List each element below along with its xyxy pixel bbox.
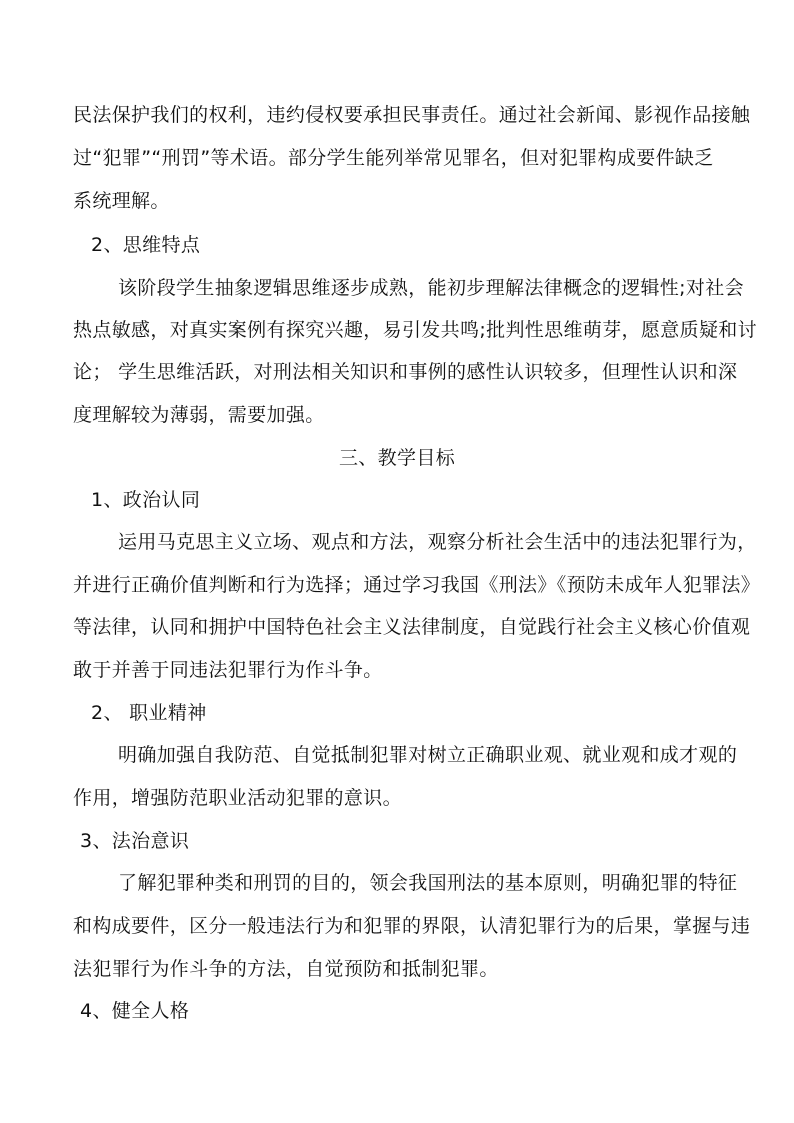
section-title-teaching-goals: 三、教学目标 <box>338 447 456 469</box>
heading-professional-spirit: 2、 职业精神 <box>91 702 207 724</box>
paragraph-line-12: 并进行正确价值判断和行为选择；通过学习我国《刑法》《预防未成年人犯罪法》 <box>73 574 761 596</box>
heading-political-identity: 1、政治认同 <box>91 489 201 511</box>
paragraph-line-6: 热点敏感，对真实案例有探究兴趣，易引发共鸣;批判性思维萌芽，愿意质疑和讨 <box>73 319 758 341</box>
paragraph-line-17: 作用，增强防范职业活动犯罪的意识。 <box>73 787 402 809</box>
paragraph-line-14: 敢于并善于同违法犯罪行为作斗争。 <box>73 659 383 681</box>
paragraph-line-13: 等法律，认同和拥护中国特色社会主义法律制度，自觉践行社会主义核心价值观 <box>73 616 751 638</box>
paragraph-line-1: 民法保护我们的权利，违约侵权要承担民事责任。通过社会新闻、影视作品接触 <box>73 104 751 126</box>
paragraph-line-21: 法犯罪行为作斗争的方法，自觉预防和抵制犯罪。 <box>73 958 499 980</box>
paragraph-line-2: 过“犯罪”“刑罚”等术语。部分学生能列举常见罪名，但对犯罪构成要件缺乏 <box>73 147 714 169</box>
paragraph-line-3: 系统理解。 <box>73 190 170 212</box>
heading-legal-awareness: 3、法治意识 <box>80 830 190 852</box>
paragraph-line-7: 论； 学生思维活跃，对刑法相关知识和事例的感性认识较多，但理性认识和深 <box>73 361 738 383</box>
paragraph-line-5: 该阶段学生抽象逻辑思维逐步成熟，能初步理解法律概念的逻辑性;对社会 <box>118 277 744 299</box>
paragraph-line-8: 度理解较为薄弱，需要加强。 <box>73 404 325 426</box>
paragraph-line-19: 了解犯罪种类和刑罚的目的，领会我国刑法的基本原则，明确犯罪的特征 <box>118 872 738 894</box>
heading-thinking-traits: 2、思维特点 <box>91 234 201 256</box>
paragraph-line-20: 和构成要件，区分一般违法行为和犯罪的界限，认清犯罪行为的后果，掌握与违 <box>73 915 751 937</box>
paragraph-line-11: 运用马克思主义立场、观点和方法，观察分析社会生活中的违法犯罪行为， <box>118 531 757 553</box>
heading-healthy-personality: 4、健全人格 <box>80 1000 190 1022</box>
paragraph-line-16: 明确加强自我防范、自觉抵制犯罪对树立正确职业观、就业观和成才观的 <box>118 744 738 766</box>
